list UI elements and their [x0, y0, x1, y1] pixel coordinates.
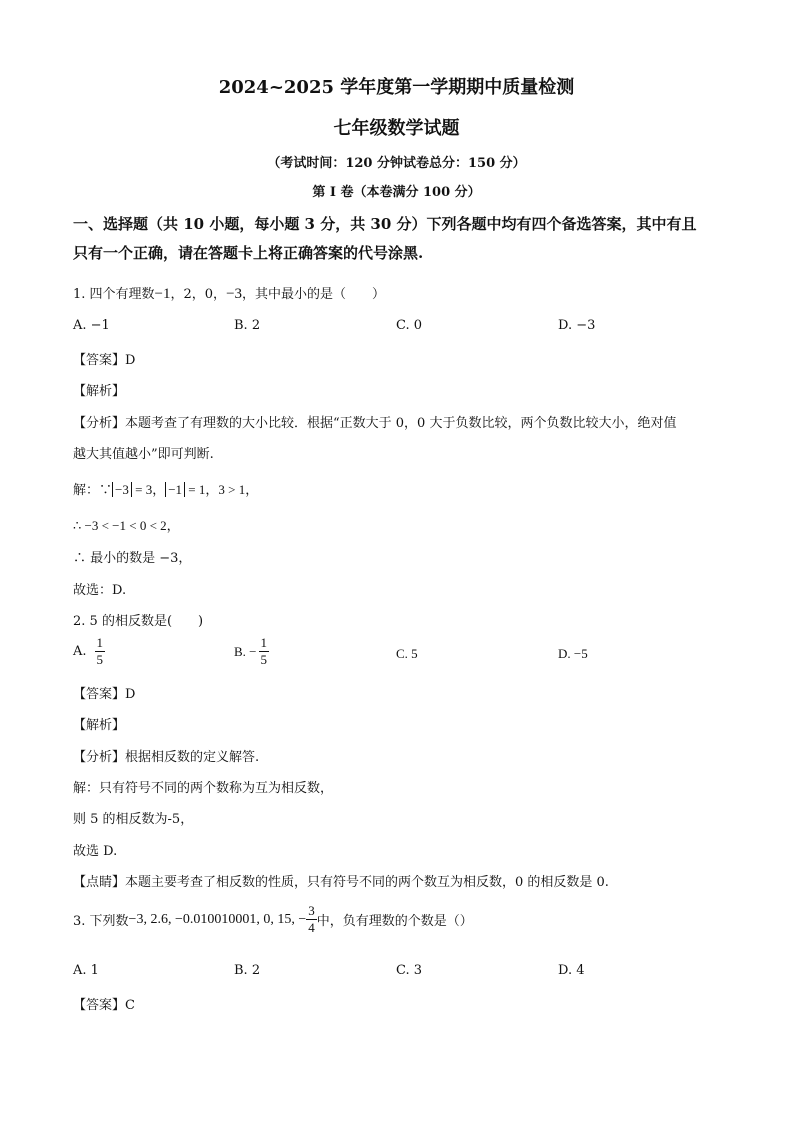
q1-option-d: D. −3: [558, 318, 596, 333]
q2-option-a-label: A.: [73, 644, 87, 659]
q1-option-c: C. 0: [396, 318, 423, 333]
q2-analysis-line1: 【分析】根据相反数的定义解答.: [73, 750, 260, 765]
q2-option-b-fraction: [259, 636, 270, 667]
q3-option-a: A. 1: [73, 963, 99, 978]
q2-solution-line1: 解：只有符号不同的两个数称为互为相反数，: [73, 781, 334, 796]
q3-answer: 【答案】C: [73, 998, 135, 1013]
q1-answer: 【答案】D: [73, 353, 136, 368]
q1-stem-c: ，其中最小的是（ ）: [242, 287, 386, 302]
q2-stem: 2. 5 的相反数是( ): [73, 614, 204, 629]
q2-analysis-label: 【解析】: [73, 718, 126, 733]
q3-option-c: C. 3: [396, 963, 423, 978]
q2-option-c: C. 5: [396, 646, 418, 661]
q1-sol-eq-1: = 3，: [131, 482, 166, 497]
q3-numbers: −3, 2.6, −0.010010001, 0, 15, −: [128, 911, 307, 927]
q2-solution-line2: 则 5 的相反数为-5，: [73, 812, 194, 827]
q3-fraction-numerator: 3: [308, 903, 315, 918]
q1-stem-a: 1. 四个有理数: [73, 287, 155, 302]
q3-option-d: D. 4: [558, 963, 585, 978]
q1-num-1: −1: [154, 286, 171, 302]
q2-option-b: [234, 636, 269, 667]
q3-stem-a: 3. 下列数: [73, 914, 129, 929]
q1-stem: [73, 283, 385, 303]
page-subtitle: 七年级数学试题: [333, 118, 460, 139]
q2-option-b-numerator: 1: [260, 635, 268, 650]
q1-solution-line1: [73, 479, 258, 498]
q1-solution-line4: 故选：D.: [73, 583, 127, 598]
q2-option-a-denominator: 5: [96, 652, 104, 667]
volume-heading: 第 I 卷（本卷满分 100 分）: [312, 185, 481, 200]
q1-num-2: −3: [226, 286, 243, 302]
q1-sol-abs-2: −1: [165, 482, 185, 497]
q1-analysis-line1: 【分析】本题考查了有理数的大小比较．根据“正数大于 0，0 大于负数比较，两个负数比较大小，绝对值: [73, 416, 677, 431]
q1-solution-line2: ∴ −3 < −1 < 0 < 2，: [73, 518, 180, 533]
section-heading-line1: 一、选择题（共 10 小题，每小题 3 分，共 30 分）下列各题中均有四个备选答案，其中有且: [73, 215, 697, 233]
q2-option-b-denominator: 5: [260, 652, 268, 667]
section-heading-line2: 只有一个正确，请在答题卡上将正确答案的代号涂黑.: [73, 244, 424, 262]
q3-fraction-denominator: 4: [308, 920, 315, 935]
q2-answer: 【答案】D: [73, 687, 136, 702]
page-title: 2024~2025 学年度第一学期期中质量检测: [218, 77, 575, 98]
q2-solution-line3: 故选 D.: [73, 844, 118, 859]
q2-option-a: [73, 636, 105, 667]
q2-comment: 【点睛】本题主要考查了相反数的性质，只有符号不同的两个数互为相反数，0 的相反数是 0.: [73, 875, 609, 890]
q1-solution-line3: ∴ 最小的数是 −3，: [73, 551, 192, 566]
q2-option-d: D. −5: [558, 646, 588, 661]
q3-stem-b: 中，负有理数的个数是（）: [316, 914, 473, 929]
q2-option-a-numerator: 1: [96, 635, 104, 650]
q1-sol-abs-1: −3: [112, 482, 132, 497]
q1-option-a: A. −1: [73, 318, 110, 333]
q1-sol-prefix: 解：∵: [73, 483, 113, 498]
q1-analysis-label: 【解析】: [73, 384, 126, 399]
q1-stem-b: ，2，0，: [170, 287, 227, 302]
q1-sol-eq-2: = 1，3 > 1，: [185, 482, 259, 497]
q3-stem: [73, 904, 473, 935]
exam-info: （考试时间：120 分钟试卷总分：150 分）: [267, 156, 526, 171]
q2-option-b-label: B. −: [234, 643, 257, 659]
q2-option-a-fraction: [95, 636, 106, 667]
q1-analysis-line2: 越大其值越小”即可判断.: [73, 447, 214, 462]
q3-option-b: B. 2: [234, 963, 261, 978]
q3-fraction: [306, 904, 317, 935]
q1-option-b: B. 2: [234, 318, 261, 333]
